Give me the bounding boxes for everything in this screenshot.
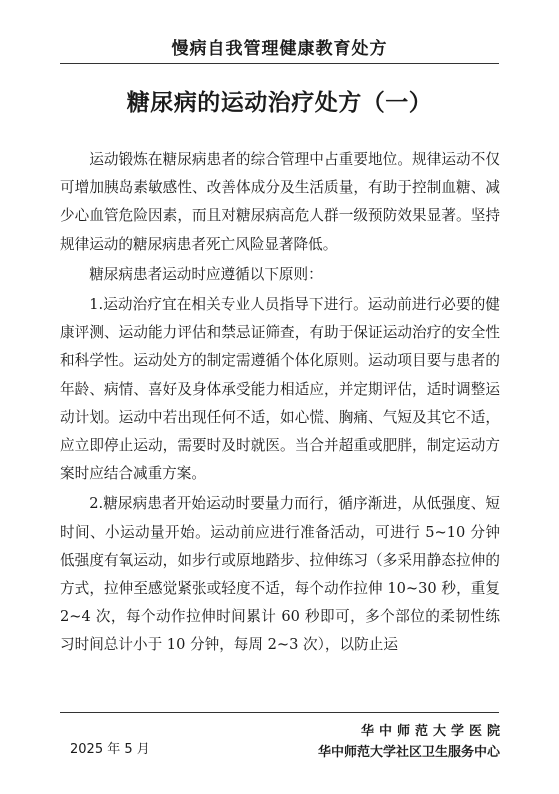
- paragraph-principle-1: 1.运动治疗宜在相关专业人员指导下进行。运动前进行必要的健康评测、运动能力评估和禁忌证筛查，有助于保证运动治疗的安全性和科学性。运动处方的制定需遵循个体化原则。运动项目要与患者的年龄、病情、喜好及身体承受能力相适应，并定期评估，适时调整运动计划。运动中若出现任何不适，如心慌、胸痛、气短及其它不适，应立即停止运动，需要时及时就医。当合并超重或肥胖，制定运动方案时应结合减重方案。: [60, 296, 500, 483]
- paragraph-intro: 运动锻炼在糖尿病患者的综合管理中占重要地位。规律运动不仅可增加胰岛素敏感性、改善体成分及生活质量，有助于控制血糖、减少心血管危险因素，而且对糖尿病高危人群一级预防效果显著。坚持规律运动的糖尿病患者死亡风险显著降低。: [60, 151, 500, 253]
- paragraph-principles-lead: 糖尿病患者运动时应遵循以下原则：: [89, 265, 323, 283]
- footer-divider: [60, 712, 499, 713]
- org-name-community-center: 华中师范大学社区卫生服务中心: [317, 745, 500, 760]
- header-divider: [60, 63, 499, 64]
- org-name-hospital: 华中师范大学医院: [360, 724, 505, 739]
- document-body: [60, 146, 500, 662]
- footer-organization: [290, 721, 505, 763]
- paragraph-principle-2: 2.糖尿病患者开始运动时要量力而行，循序渐进，从低强度、短时间、小运动量开始。运动前应进行准备活动，可进行 5~10 分钟低强度有氧运动，如步行或原地踏步、拉伸练习（多采用静态拉伸的方式，拉伸至感觉紧张或轻度不适，每个动作拉伸 10~30 秒，重复 2~4 次，每个动作拉伸时间累计 60 秒即可，多个部位的柔韧性练习时间总计小于 10 分钟，每周 2~3 次），以防止运: [60, 495, 500, 654]
- footer-date: 2025 年 5 月: [70, 742, 150, 757]
- series-header: 慢病自我管理健康教育处方: [171, 39, 388, 59]
- document-title: 糖尿病的运动治疗处方（一）: [126, 89, 433, 116]
